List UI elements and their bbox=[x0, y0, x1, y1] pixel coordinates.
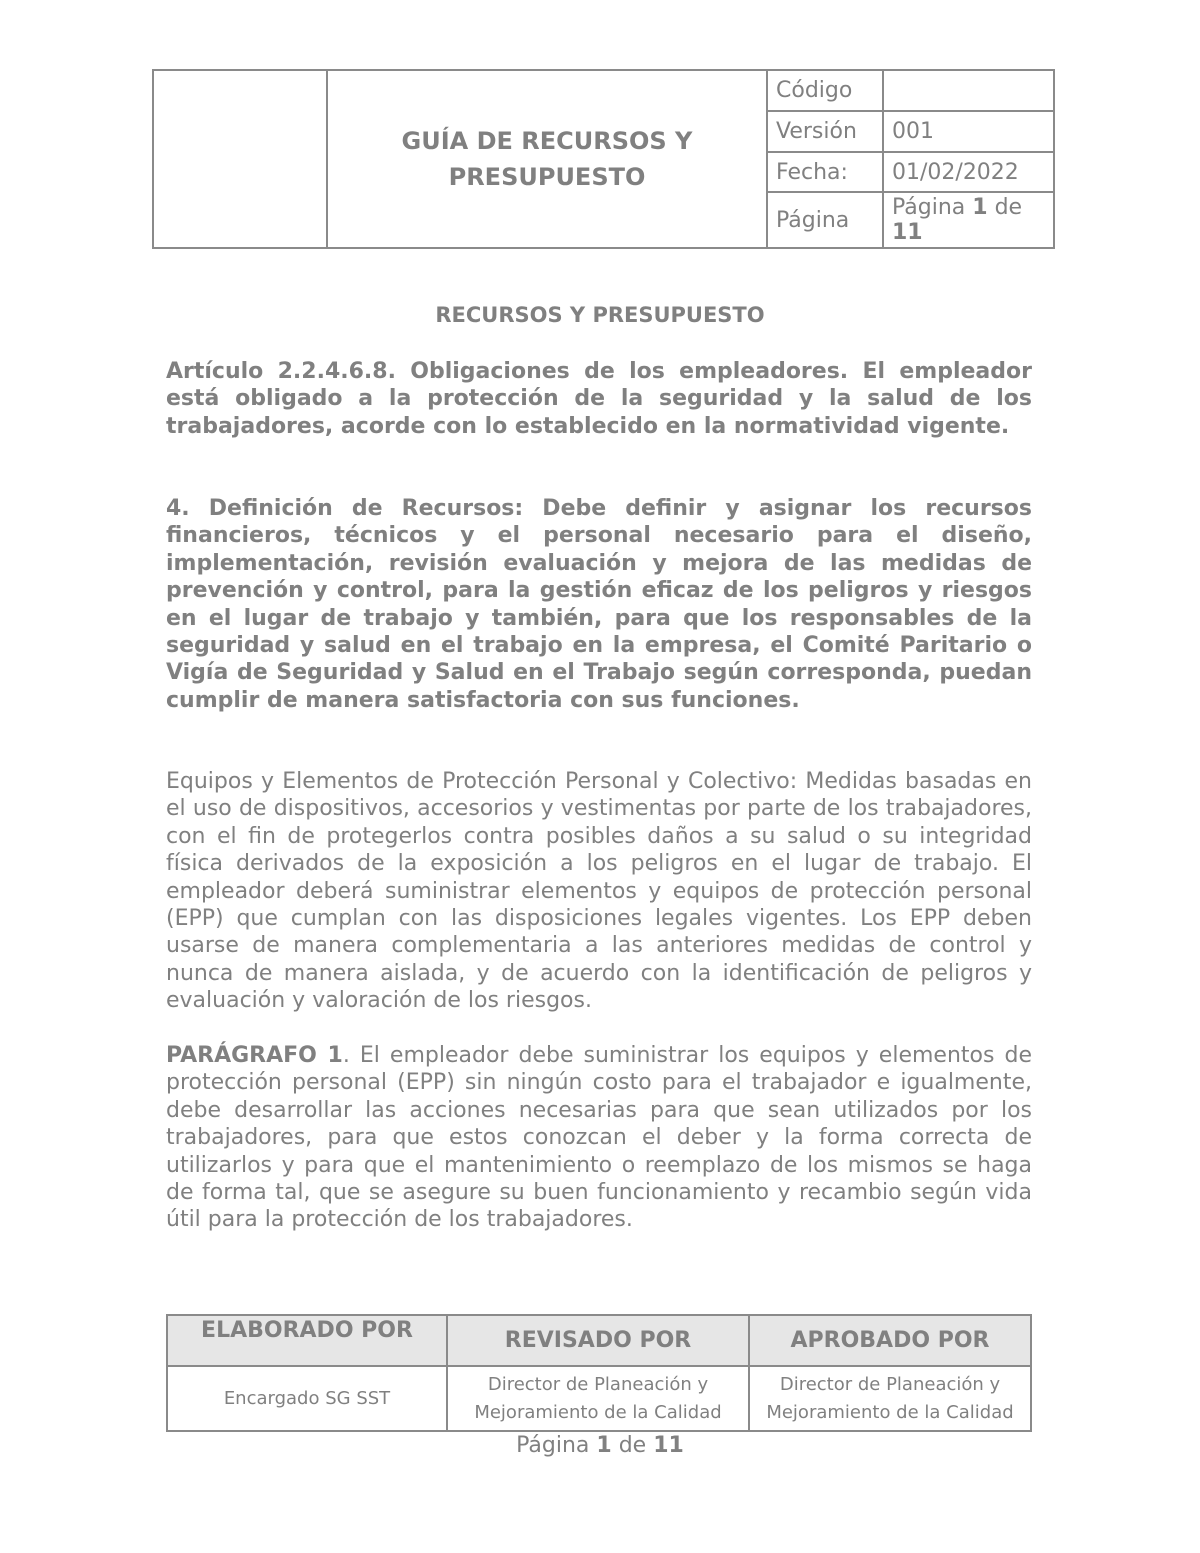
page-word: Página bbox=[892, 195, 966, 220]
page-of: de bbox=[994, 195, 1023, 220]
date-value: 01/02/2022 bbox=[883, 152, 1054, 192]
document-header-table bbox=[152, 69, 1055, 249]
resources-definition-paragraph: 4. Definición de Recursos: Debe definir y asignar los recursos financieros, técnicos y el personal necesario para el diseño, implementación, revisión evaluación y mejora de las medidas de prevención y control, para la gestión eficaz de los peligros y riesgos en el lugar de trabajo y también, para que los responsables de la seguridad y salud en el trabajo en la empresa, el Comité Paritario o Vigía de Seguridad y Salud en el Trabajo según corresponda, puedan cumplir de manera satisfactoria con sus funciones. bbox=[166, 496, 1032, 713]
version-label: Versión bbox=[767, 111, 883, 152]
page-current: 1 bbox=[972, 195, 988, 220]
article-paragraph: Artículo 2.2.4.6.8. Obligaciones de los empleadores. El empleador está obligado a la protección de la seguridad y la salud de los trabajadores, acorde con lo establecido en la normatividad vigente. bbox=[166, 359, 1032, 439]
prepared-by-value: Encargado SG SST bbox=[167, 1366, 447, 1431]
page-total: 11 bbox=[892, 220, 923, 245]
document-title: RECURSOS Y PRESUPUESTO bbox=[435, 303, 765, 327]
paragraph-one-body: . El empleador debe suministrar los equipos y elementos de protección personal (EPP) sin ningún costo para el trabajador e igualmente, debe desarrollar las acciones necesarias para que sean utilizados por los trabajadores, para que estos conozcan el deber y la forma correcta de utilizarlos y para que el mantenimiento o reemplazo de los mismos se haga de forma tal, que se asegure su buen funcionamiento y recambio según vida útil para la protección de los trabajadores. bbox=[166, 1043, 1032, 1233]
footer-page-word: Página bbox=[516, 1433, 590, 1458]
signatures-table bbox=[166, 1314, 1032, 1432]
logo-placeholder bbox=[153, 70, 327, 248]
footer-page-current: 1 bbox=[596, 1433, 612, 1458]
paragraph-one-lead: PARÁGRAFO 1 bbox=[166, 1043, 343, 1068]
approved-by-header: APROBADO POR bbox=[749, 1315, 1031, 1366]
document-header-title: GUÍA DE RECURSOS Y PRESUPUESTO bbox=[327, 70, 767, 248]
approved-by-value: Director de Planeación y Mejoramiento de la Calidad bbox=[749, 1366, 1031, 1431]
page-label: Página bbox=[767, 192, 883, 248]
date-label: Fecha: bbox=[767, 152, 883, 192]
footer-page-of: de bbox=[618, 1433, 647, 1458]
page-value bbox=[883, 192, 1054, 248]
paragraph-one bbox=[166, 1042, 1032, 1234]
page-footer bbox=[0, 1433, 1200, 1458]
equipment-paragraph: Equipos y Elementos de Protección Personal y Colectivo: Medidas basadas en el uso de dispositivos, accesorios y vestimentas por parte de los trabajadores, con el fin de protegerlos contra posibles daños a su salud o su integridad física derivados de la exposición a los peligros en el lugar de trabajo. El empleador deberá suministrar elementos y equipos de protección personal (EPP) que cumplan con las disposiciones legales vigentes. Los EPP deben usarse de manera complementaria a las anteriores medidas de control y nunca de manera aislada, y de acuerdo con la identificación de peligros y evaluación y valoración de los riesgos. bbox=[166, 769, 1032, 1014]
prepared-by-header: ELABORADO POR bbox=[167, 1315, 447, 1366]
footer-page-total: 11 bbox=[653, 1433, 684, 1458]
version-value: 001 bbox=[883, 111, 1054, 152]
reviewed-by-value: Director de Planeación y Mejoramiento de la Calidad bbox=[447, 1366, 749, 1431]
reviewed-by-header: REVISADO POR bbox=[447, 1315, 749, 1366]
code-value bbox=[883, 70, 1054, 111]
code-label: Código bbox=[767, 70, 883, 111]
